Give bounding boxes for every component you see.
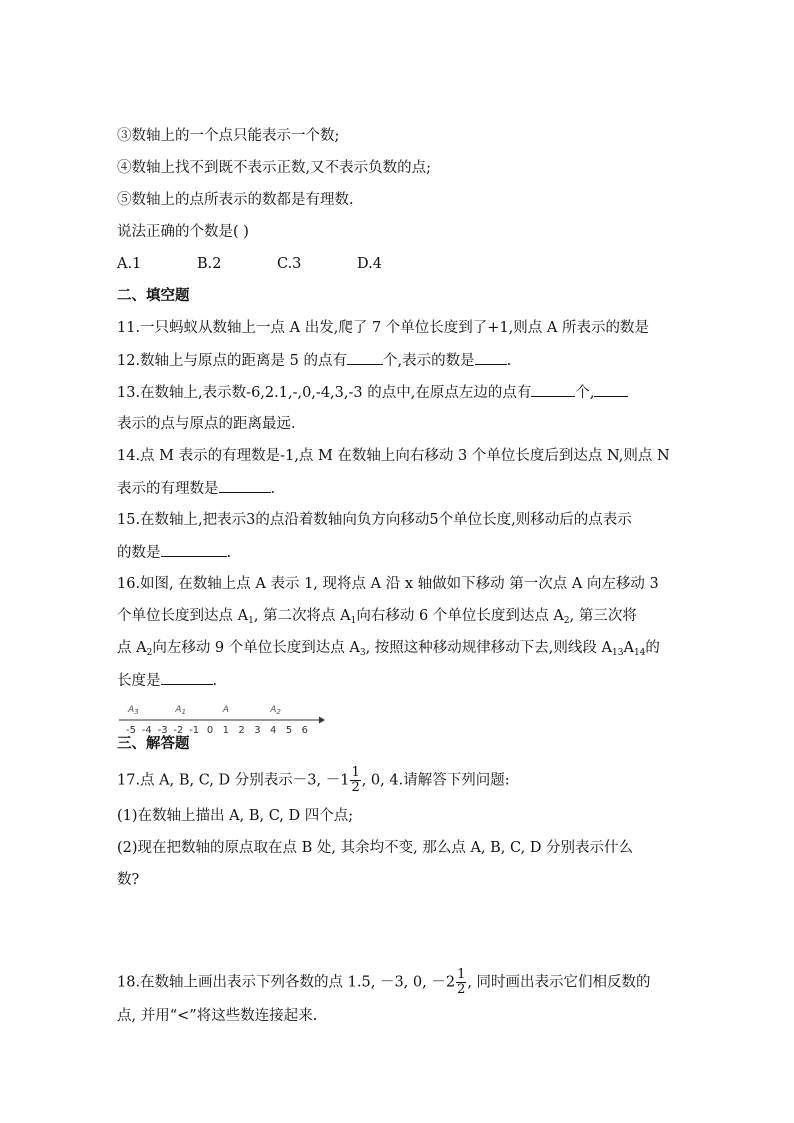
point-label: $A_1$ <box>175 705 187 716</box>
answer-blank[interactable] <box>219 478 271 493</box>
fraction: $\frac{1}{2}$ <box>457 967 466 997</box>
q10-options <box>117 254 437 274</box>
answer-blank[interactable] <box>594 382 628 397</box>
section-fill-in-title: 二、填空题 <box>117 288 190 304</box>
answer-blank[interactable] <box>161 670 213 685</box>
q14-line2: 表示的有理数是 . <box>117 478 275 499</box>
q15-line1: 15.在数轴上,把表示3的点沿着数轴向负方向移动5个单位长度,则移动后的点表示 <box>117 512 632 528</box>
tick-label: -5 <box>126 725 136 736</box>
q13-line2: 表示的点与原点的距离最远. <box>117 416 296 432</box>
tick-label: 3 <box>254 725 261 736</box>
answer-blank[interactable] <box>161 542 227 557</box>
tick-label: 5 <box>285 725 293 736</box>
tick-label: 6 <box>301 725 308 736</box>
q18-line2: 点, 并用“<”将这些数连接起来. <box>117 1008 318 1024</box>
tick-label: -1 <box>189 725 200 736</box>
q16-line3: 点 $A_2$向左移动 9 个单位长度到达点 $A_3$, 按照这种移动规律移动下去,则线段 $A_{13}A_{14}$的 <box>117 640 660 658</box>
axis-arrow-icon <box>319 717 325 724</box>
tick-label: -3 <box>157 725 168 736</box>
statement-5: ⑤数轴上的点所表示的数都是有理数. <box>117 192 354 208</box>
tick-label: 0 <box>206 725 214 736</box>
answer-blank[interactable] <box>347 350 383 365</box>
q15-line2: 的数是 . <box>117 542 231 563</box>
tick-label: -2 <box>173 725 184 736</box>
q11: 11.一只蚂蚁从数轴上一点 A 出发,爬了 7 个单位长度到了+1,则点 A 所表示的数是 <box>117 320 649 336</box>
tick-label: 4 <box>270 725 277 736</box>
q16-line1: 16.如图, 在数轴上点 A 表示 1, 现将点 A 沿 x 轴做如下移动 第一次点 A 向左移动 3 <box>117 576 659 592</box>
q18-line1: 18.在数轴上画出表示下列各数的点 1.5, －3, 0, －2 $\frac{1}{2}$ , 同时画出表示它们相反数的 <box>117 967 651 997</box>
q16-line4: 长度是 . <box>117 670 217 691</box>
q17-stem: 17.点 A, B, C, D 分别表示－3, －1 $\frac{1}{2}$ , 0, 4.请解答下列问题: <box>117 765 510 795</box>
q17-part1: (1)在数轴上描出 A, B, C, D 四个点; <box>117 808 354 824</box>
answer-blank[interactable] <box>531 382 575 397</box>
q13-line1: 13.在数轴上,表示数-6,2.1,-,0,-4,3,-3 的点中,在原点左边的点有 个, <box>117 382 628 403</box>
option-b: B.2 <box>197 256 222 272</box>
q17-part2-line2: 数? <box>117 872 140 888</box>
point-label: A <box>222 705 229 715</box>
statement-4: ④数轴上找不到既不表示正数,又不表示负数的点; <box>117 160 431 176</box>
q16-line2: 个单位长度到达点 $A_1$, 第二次将点 $A_1$向右移动 6 个单位长度到达点 $A_2$, 第三次将 <box>117 608 637 626</box>
point-label: $A_2$ <box>270 705 281 716</box>
answer-blank[interactable] <box>475 350 507 365</box>
point-label: $A_3$ <box>128 705 139 716</box>
fraction: $\frac{1}{2}$ <box>351 765 360 795</box>
section-answer-title: 三、解答题 <box>117 736 190 752</box>
q14-line1: 14.点 M 表示的有理数是-1,点 M 在数轴上向右移动 3 个单位长度后到达点 N,则点 N <box>117 448 670 464</box>
q17-part2-line1: (2)现在把数轴的原点取在点 B 处, 其余均不变, 那么点 A, B, C, D 分别表示什么 <box>117 840 634 856</box>
statement-3: ③数轴上的一个点只能表示一个数; <box>117 128 340 144</box>
number-line-figure <box>117 700 327 736</box>
tick-label: 1 <box>222 725 229 736</box>
option-a: A.1 <box>117 256 142 272</box>
option-d: D.4 <box>357 256 382 272</box>
q12: 12.数轴上与原点的距离是 5 的点有 个,表示的数是 . <box>117 350 511 371</box>
q10-stem: 说法正确的个数是( ) <box>117 224 249 240</box>
option-c: C.3 <box>277 256 302 272</box>
tick-label: 2 <box>238 725 245 736</box>
tick-label: -4 <box>141 725 152 736</box>
